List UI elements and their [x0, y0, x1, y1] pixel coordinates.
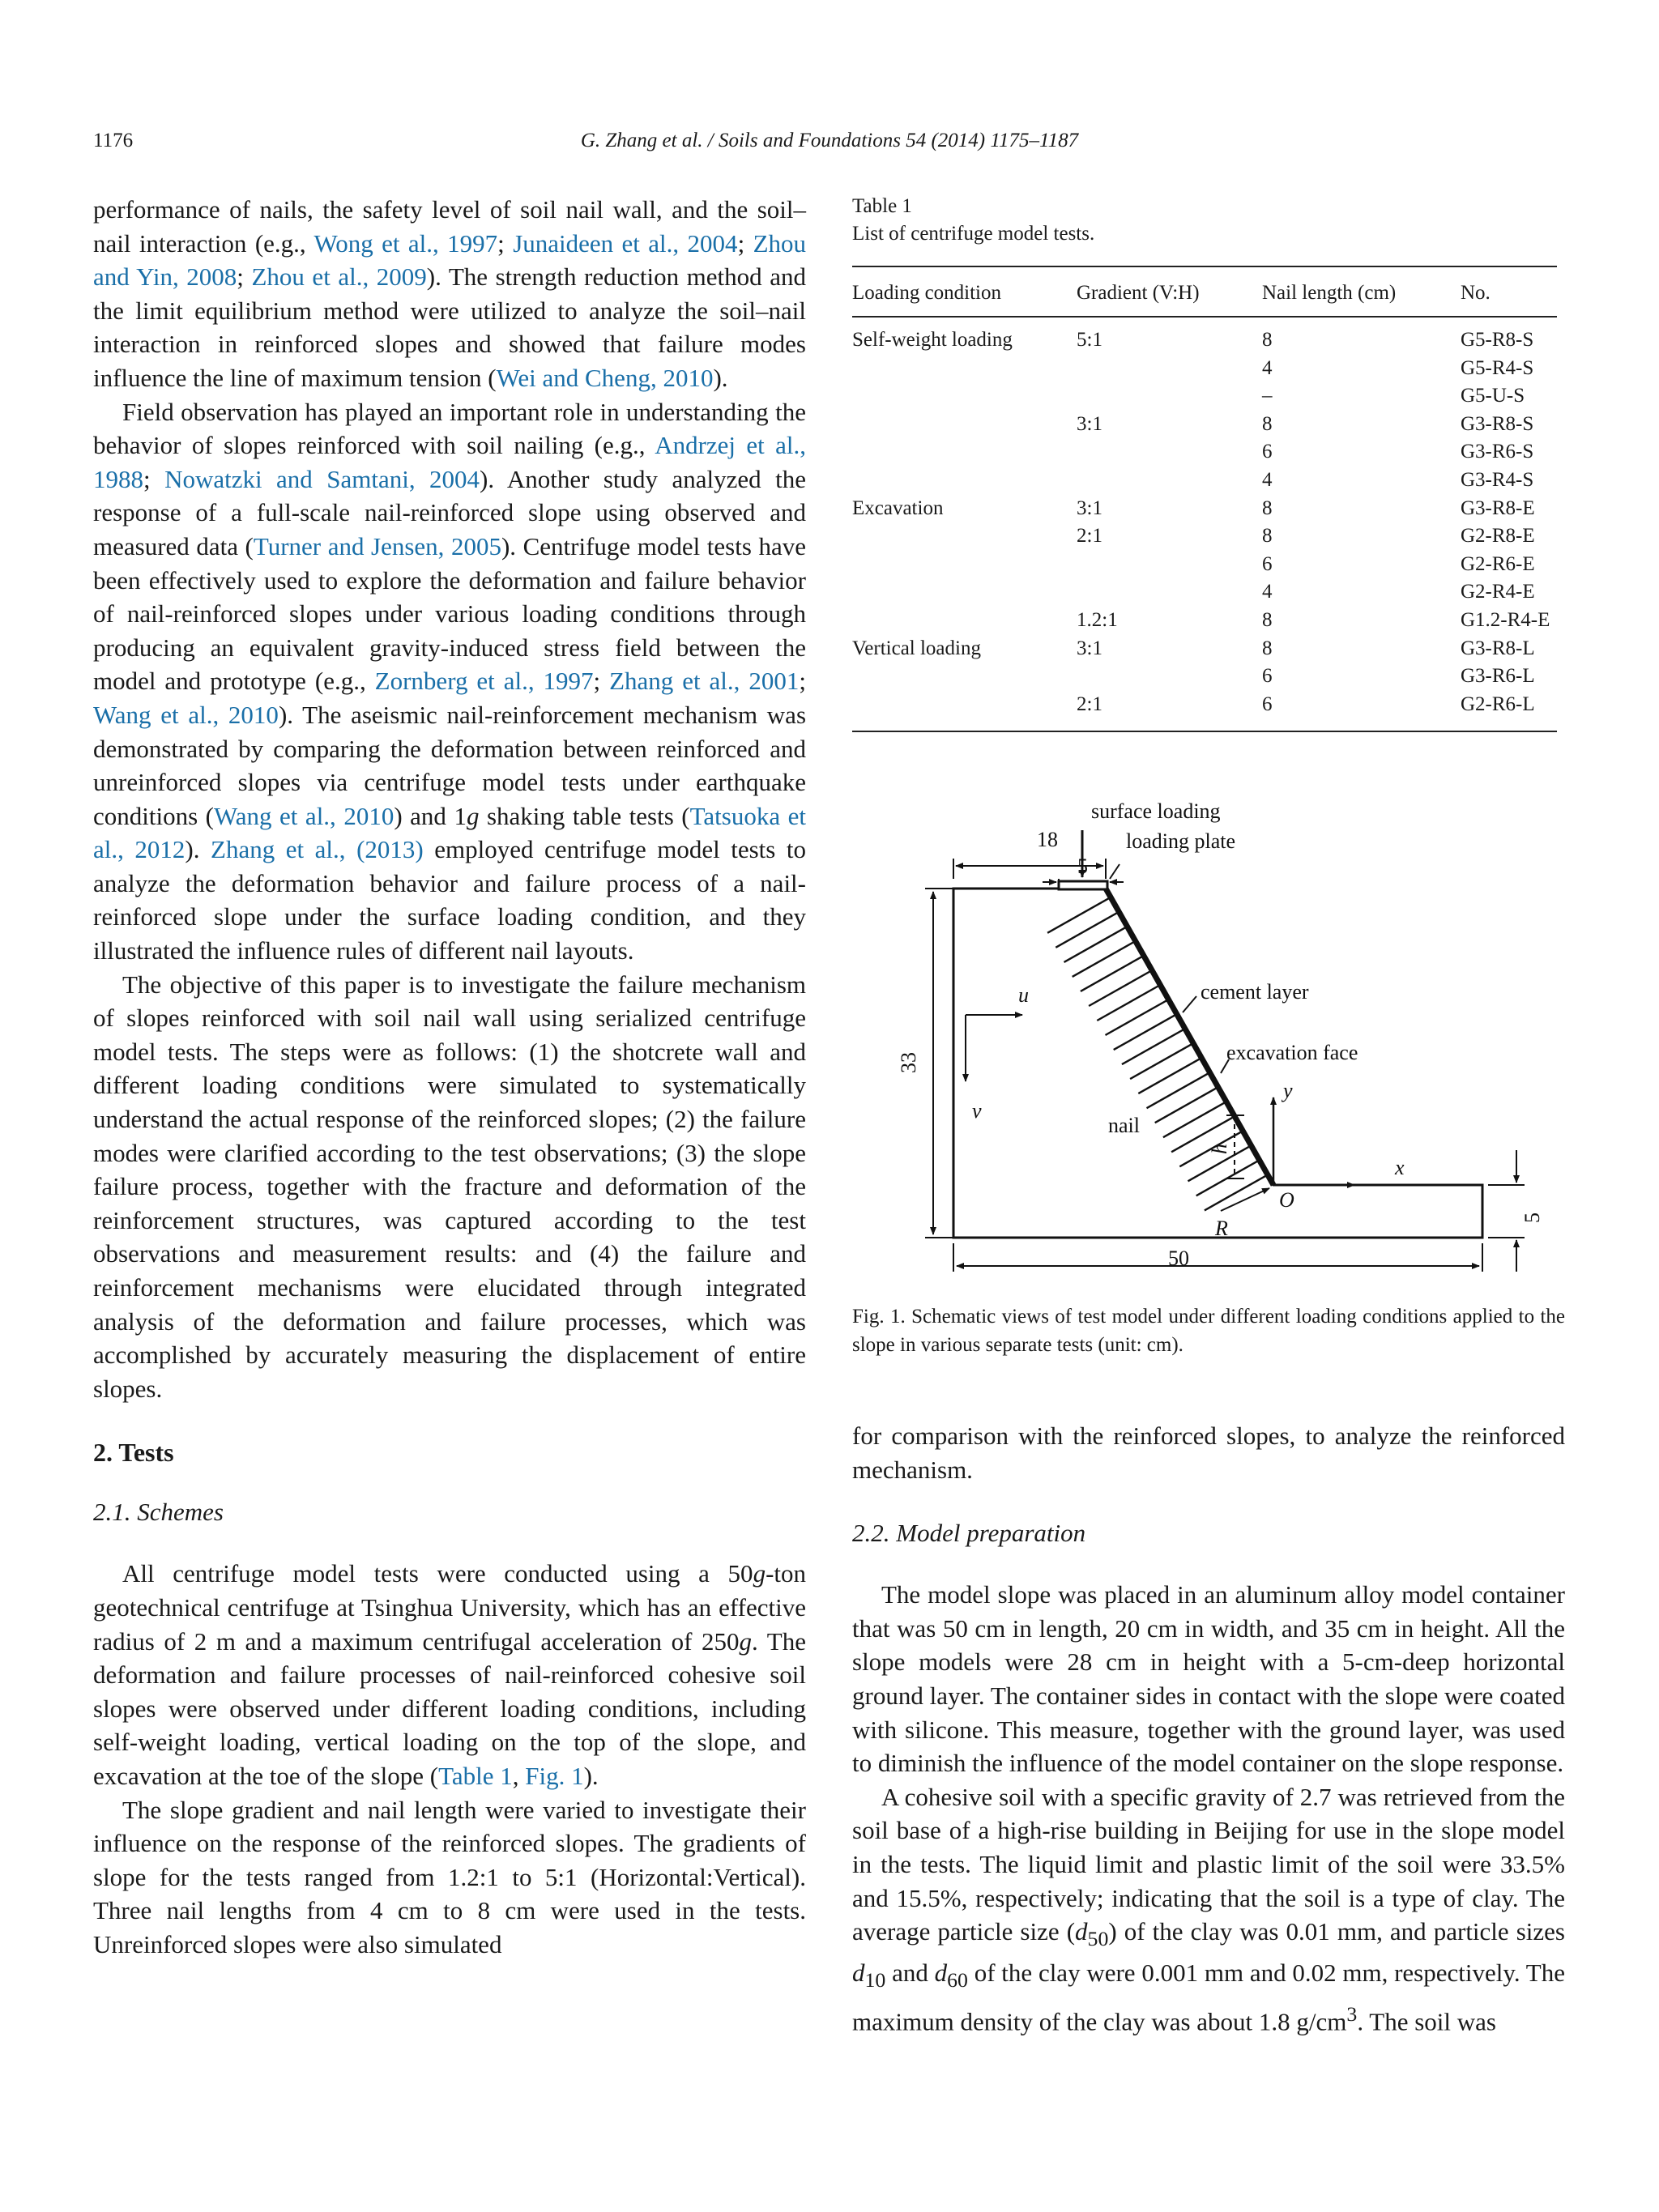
page-number: 1176 [93, 130, 134, 151]
table-cell [852, 581, 1077, 609]
citation-link[interactable]: Turner and Jensen, 2005 [253, 531, 501, 560]
citation-link[interactable]: Junaideen et al., 2004 [513, 228, 738, 258]
figure-1 [852, 798, 1565, 1284]
label-excavation-face: excavation face [1226, 1041, 1358, 1064]
label-height-h: h [1208, 1144, 1231, 1154]
label-loading-plate: loading plate [1126, 829, 1236, 853]
label-dim-5-right: 5 [1520, 1213, 1544, 1223]
nail-line [1114, 1014, 1177, 1050]
label-radius-r: R [1215, 1217, 1228, 1240]
paragraph-objective: The objective of this paper is to investigate the failure mechanism of slopes reinforced with soil nail wall using serialized centrifuge model tests. The steps were as follows: (1) the shotcrete wall and different loading conditions were simulated to systematically understand the actual response of the reinforced slopes; (2) the failure modes were clarified according to the test observations; (3) the slope failure process, together with the fracture and deformation of the reinforcement structures, was captured according to the test observations and measurement results: and (4) the failure and reinforcement mechanisms were elucidated through integrated analysis of the deformation and failure processes, which was accomplished by accurately measuring the displacement of entire slopes. [93, 970, 806, 1403]
column-header: Gradient (V:H) [1077, 266, 1262, 317]
table-cell: 3:1 [1077, 497, 1102, 519]
table-cell: G3-R6-L [1461, 665, 1535, 688]
column-header: No. [1461, 266, 1557, 317]
table-cell: G1.2-R4-E [1461, 608, 1550, 631]
nail-line [1138, 1058, 1201, 1093]
table-row [852, 665, 1557, 693]
paragraph-soil-properties: A cohesive soil with a specific gravity of 2.7 was retrieved from the soil base of a high-rise building in Beijing for use in the slope model in the tests. The liquid limit and plastic limit of the soil were 33.5% and 15.5%, respectively; indicating that the soil is a type of clay. The average particle size $(d_{50})$ of the clay was 0.01 mm, and particle sizes $d_{10}$ and $d_{60}$ of the clay were 0.001 mm and 0.02 mm, respectively. The maximum density of the clay was about 1.8 $g/cm^3$. The soil was [852, 1782, 1566, 2036]
citation-link[interactable]: Zhou et al., 2009 [251, 262, 427, 292]
table-cell [1077, 357, 1262, 386]
label-axis-u: u [1018, 983, 1029, 1007]
right-column-text [852, 1419, 1565, 2039]
subsection-heading-schemes: 2.1. Schemes [93, 1498, 224, 1527]
cement-layer-line [1106, 889, 1273, 1185]
citation-link[interactable]: Zhang et al., (2013) [211, 835, 424, 864]
label-nail: nail [1108, 1114, 1140, 1137]
table-reference-link[interactable]: Table 1 [438, 1761, 513, 1790]
table-cell: – [1262, 385, 1273, 407]
table-cell: 1.2:1 [1077, 608, 1118, 631]
citation-link[interactable]: Wang et al., 2010 [214, 801, 394, 830]
table-cell: G5-U-S [1461, 385, 1525, 407]
table-cell [852, 441, 1077, 469]
table-cell [1077, 441, 1262, 469]
table-row [852, 497, 1557, 526]
table-cell: 8 [1262, 497, 1273, 519]
table-cell: 8 [1262, 637, 1273, 659]
table-caption: List of centrifuge model tests. [852, 223, 1095, 245]
column-header: Nail length (cm) [1262, 266, 1461, 317]
table-row [852, 469, 1557, 497]
table-row [852, 609, 1557, 637]
table-cell: G3-R8-E [1461, 497, 1535, 519]
table-cell [852, 553, 1077, 582]
nail-line [1073, 941, 1136, 977]
figure-1-caption: Fig. 1. Schematic views of test model under different loading conditions applied to the slope in various separate tests (unit: cm). [852, 1306, 1565, 1356]
table-cell: G3-R4-S [1461, 468, 1534, 491]
nail-line [1122, 1029, 1185, 1064]
paragraph-field-observation: Field observation has played an important role in understanding the behavior of slopes reinforced with soil nailing (e.g., Andrzej et al., 1988; Nowatzki and Samtani, 2004). Another study analyzed the response of a full-scale nail-reinforced slope using observed and measured data (Turner and Jensen, 2005). Centrifuge model tests have been effectively used to explore the deformation and failure behavior of nail-reinforced slopes under various loading conditions through producing an equivalent gravity-induced stress field between the model and prototype (e.g., Zornberg et al., 1997; Zhang et al., 2001; Wang et al., 2010). The aseismic nail-reinforcement mechanism was demonstrated by comparing the deformation between reinforced and unreinforced slopes via centrifuge model tests under earthquake conditions (Wang et al., 2010) and 1g shaking table tests (Tatsuoka et al., 2012). Zhang et al., (2013) employed centrifuge model tests to analyze the deformation behavior and failure process of a nail-reinforced slope under the surface loading condition, and they illustrated the influence rules of different nail layouts. [93, 397, 807, 965]
column-header: Loading condition [852, 266, 1077, 317]
citation-link[interactable]: Tatsuoka et al., 2012 [93, 801, 806, 864]
table-row [852, 317, 1557, 357]
table-cell [1077, 469, 1262, 497]
subsection-heading-model-preparation: 2.2. Model preparation [852, 1519, 1086, 1548]
table-cell: 6 [1262, 552, 1273, 575]
table-cell [852, 693, 1077, 732]
table-cell [1077, 385, 1262, 413]
table-cell: G5-R4-S [1461, 356, 1534, 379]
table-cell: Self-weight loading [852, 329, 1013, 351]
slope-model-schematic [852, 798, 1565, 1284]
label-axis-y: y [1283, 1079, 1293, 1102]
table-row [852, 357, 1557, 386]
table-cell [852, 665, 1077, 693]
table-row [852, 525, 1557, 553]
citation-link[interactable]: Zhang et al., 2001 [609, 667, 800, 696]
table-cell: 8 [1262, 329, 1273, 351]
label-origin-o: O [1279, 1188, 1294, 1212]
nail-line [1047, 897, 1111, 933]
table-row [852, 693, 1557, 732]
table-1-block [852, 193, 1565, 732]
table-cell: 2:1 [1077, 693, 1262, 732]
loading-plate [1059, 881, 1107, 889]
table-cell: G3-R8-L [1461, 637, 1535, 659]
paragraph-comparison: for comparison with the reinforced slopes, to analyze the reinforced mechanism. [852, 1421, 1565, 1484]
table-header-row [852, 266, 1557, 317]
citation-link[interactable]: Nowatzki and Samtani, 2004 [164, 464, 480, 493]
table-row [852, 413, 1557, 441]
nail-line [1147, 1072, 1210, 1108]
table-cell [852, 413, 1077, 441]
label-dim-5-top: 5 [1077, 855, 1088, 878]
label-cement-layer: cement layer [1201, 980, 1309, 1004]
citation-link[interactable]: Zornberg et al., 1997 [374, 667, 594, 696]
table-cell: 6 [1262, 441, 1273, 463]
table-cell [852, 609, 1077, 637]
nail-line [1081, 956, 1144, 991]
paragraph-schemes: All centrifuge model tests were conducted using a 50g-ton geotechnical centrifuge at Tsinghua University, which has an effective radius of 2 m and a maximum centrifugal acceleration of 250g. The deformation and failure processes of nail-reinforced cohesive soil slopes were observed under different loading conditions, including self-weight loading, vertical loading on the top of the slope, and excavation at the toe of the slope (Table 1, Fig. 1). [93, 1559, 806, 1790]
slope-outline [953, 889, 1482, 1238]
running-header [93, 130, 1566, 162]
centrifuge-tests-table [852, 266, 1557, 732]
table-cell [852, 469, 1077, 497]
table-cell: 6 [1262, 693, 1461, 732]
table-cell: G2-R4-E [1461, 581, 1535, 603]
table-cell: 8 [1262, 412, 1273, 435]
table-cell: G3-R8-S [1461, 412, 1534, 435]
nail-line [1097, 985, 1160, 1021]
table-cell [852, 525, 1077, 553]
section-heading-tests: 2. Tests [93, 1438, 174, 1468]
table-cell: 4 [1262, 468, 1273, 491]
table-label: Table 1 [852, 195, 912, 217]
label-dim-33: 33 [897, 1052, 920, 1073]
table-cell: G2-R6-L [1461, 693, 1557, 732]
table-cell [1077, 665, 1262, 693]
table-cell: 2:1 [1077, 525, 1102, 548]
nail-line [1106, 999, 1169, 1035]
table-row [852, 637, 1557, 666]
paragraph-gradient: The slope gradient and nail length were varied to investigate their influence on the response of the reinforced slopes. The gradients of slope for the tests ranged from 1.2:1 to 5:1 (Horizontal:Vertical). Three nail lengths from 4 cm to 8 cm were used in the tests. Unreinforced slopes were also simulated [93, 1795, 806, 1958]
table-cell: 3:1 [1077, 637, 1102, 659]
nail-line [1089, 970, 1152, 1006]
table-cell [1077, 553, 1262, 582]
nail-line [1130, 1043, 1193, 1079]
table-cell: 4 [1262, 581, 1273, 603]
label-surface-loading: surface loading [1091, 799, 1221, 823]
citation-link[interactable]: Wong et al., 1997 [313, 228, 498, 258]
citation-link[interactable]: Zhou and Yin, 2008 [93, 228, 807, 292]
table-cell [852, 385, 1077, 413]
table-row [852, 553, 1557, 582]
table-cell: G3-R6-S [1461, 441, 1534, 463]
table-cell: G5-R8-S [1461, 329, 1534, 351]
label-axis-v: v [972, 1099, 982, 1123]
left-column [93, 193, 806, 1962]
figure-reference-link[interactable]: Fig. 1 [525, 1761, 584, 1790]
paragraph-model-container: The model slope was placed in an aluminum alloy model container that was 50 cm in length, 20 cm in width, and 35 cm in height. All the slope models were 28 cm in height with a 5-cm-deep horizontal ground layer. The container sides in contact with the slope were coated with silicone. This measure, together with the ground layer, was used to diminish the influence of the model container on the slope response. [852, 1580, 1565, 1778]
table-row [852, 441, 1557, 469]
paragraph-intro-cont: performance of nails, the safety level of soil nail wall, and the soil–nail interaction (e.g., Wong et al., 1997; Junaideen et al., 2004; Zhou and Yin, 2008; Zhou et al., 2009). The strength reduction method and the limit equilibrium method were utilized to analyze the soil–nail interaction in reinforced slopes and showed that failure modes influence the line of maximum tension (Wei and Cheng, 2010). [93, 195, 807, 392]
nail-line [1163, 1102, 1226, 1137]
table-cell: 8 [1262, 525, 1273, 548]
table-cell [852, 357, 1077, 386]
citation-link[interactable]: Wei and Cheng, 2010 [496, 363, 714, 392]
table-cell: Excavation [852, 497, 944, 519]
table-cell: 4 [1262, 356, 1273, 379]
table-cell [1077, 581, 1262, 609]
journal-citation: G. Zhang et al. / Soils and Foundations 54 (2014) 1175–1187 [580, 130, 1079, 151]
table-cell: 8 [1262, 608, 1273, 631]
citation-link[interactable]: Andrzej et al., 1988 [93, 431, 807, 493]
label-dim-50: 50 [1168, 1247, 1189, 1270]
label-dim-18: 18 [1037, 828, 1058, 851]
nail-line [1064, 927, 1128, 962]
table-row [852, 581, 1557, 609]
table-row [852, 385, 1557, 413]
table-cell: 6 [1262, 665, 1273, 688]
table-cell: Vertical loading [852, 637, 981, 659]
table-body [852, 317, 1557, 731]
nail-line [1155, 1087, 1218, 1123]
nail-line [1056, 912, 1119, 948]
table-cell: 3:1 [1077, 412, 1102, 435]
table-cell: G2-R6-E [1461, 552, 1535, 575]
table-cell: 5:1 [1077, 329, 1102, 351]
citation-link[interactable]: Wang et al., 2010 [93, 700, 279, 729]
table-cell: G2-R8-E [1461, 525, 1535, 548]
label-axis-x: x [1395, 1156, 1405, 1179]
